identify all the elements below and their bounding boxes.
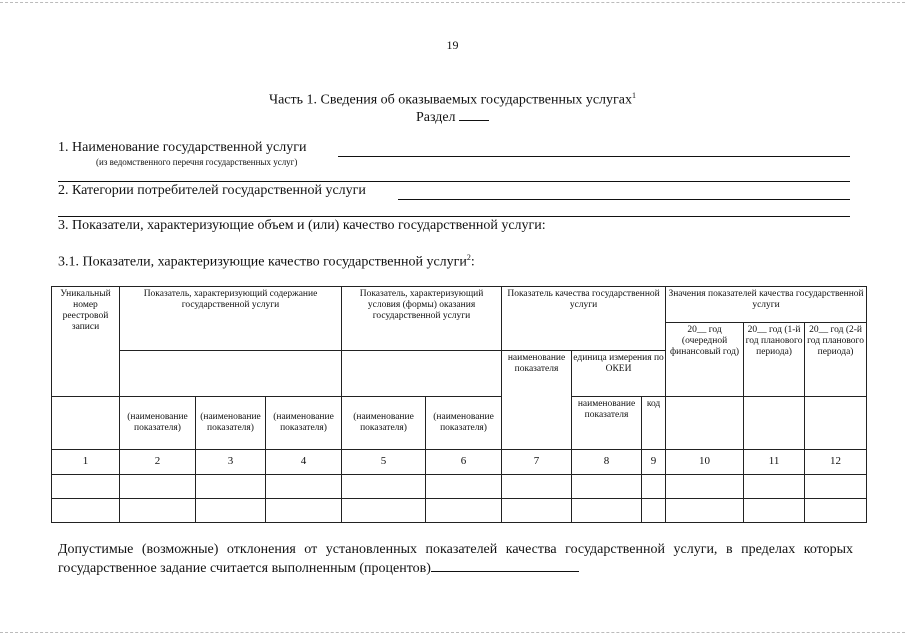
col-num-10: 10: [666, 449, 744, 474]
conditions-sub-name-1: (наименование показателя): [342, 397, 426, 449]
table-cell: [120, 498, 196, 522]
header-quality-indicator: Показатель качества государственной услуги: [502, 287, 666, 351]
column-numbers-row: [52, 449, 867, 474]
col-num-11: 11: [744, 449, 805, 474]
item1-fill-line: [338, 156, 850, 157]
content-sub-name-1: (наименование показателя): [120, 397, 196, 449]
item31-footnote: 2: [466, 253, 471, 262]
col-num-2: 2: [120, 449, 196, 474]
table-cell: [342, 474, 426, 498]
deviation-text: Допустимые (возможные) отклонения от установленных показателей качества государственной услуги, в пределах которых государственное задание считается выполненным (процентов): [58, 542, 853, 576]
page-number: 19: [446, 38, 459, 52]
content-sub-name-2: (наименование показателя): [196, 397, 266, 449]
col-num-9: 9: [642, 449, 666, 474]
table-cell: [196, 474, 266, 498]
table-cell: [426, 498, 502, 522]
header-unit: единица измерения по ОКЕИ: [572, 351, 666, 397]
year-3-sub-blank: [805, 397, 867, 449]
item2-fill-line: [398, 199, 850, 200]
table-cell: [266, 474, 342, 498]
deviation-paragraph: [58, 540, 853, 578]
table-cell: [805, 498, 867, 522]
table-cell: [52, 474, 120, 498]
conditions-subheader-blank: [342, 351, 502, 397]
col-num-5: 5: [342, 449, 426, 474]
col-num-6: 6: [426, 449, 502, 474]
item31-heading: [58, 253, 475, 271]
header-year-3: 20__ год (2-й год планового периода): [805, 323, 867, 397]
table-cell: [502, 474, 572, 498]
table-cell: [744, 498, 805, 522]
table-row: [52, 474, 867, 498]
section-label: Раздел: [415, 110, 456, 125]
conditions-sub-name-2: (наименование показателя): [426, 397, 502, 449]
col-num-1: 1: [52, 449, 120, 474]
item31-label: 3.1. Показатели, характеризующие качество государственной услуги: [58, 254, 467, 270]
scan-edge-top: [0, 2, 905, 3]
item2-extra-line: [58, 216, 850, 217]
table-cell: [502, 498, 572, 522]
table-cell: [52, 498, 120, 522]
part-title-text: Часть 1. Сведения об оказываемых государственных услугах: [268, 92, 632, 108]
table-cell: [666, 498, 744, 522]
table-row: [52, 498, 867, 522]
item31-colon: :: [470, 254, 475, 270]
item2-label: 2. Категории потребителей государственной услуги: [58, 183, 366, 198]
table-cell: [572, 498, 642, 522]
col-num-7: 7: [502, 449, 572, 474]
table-cell: [642, 498, 666, 522]
content-sub-name-3: (наименование показателя): [266, 397, 342, 449]
table-cell: [426, 474, 502, 498]
content-subheader-blank: [120, 351, 342, 397]
item1-extra-line: [58, 181, 850, 182]
header-quality-values: Значения показателей качества государственной услуги: [666, 287, 867, 323]
header-unit-code: код: [642, 397, 666, 449]
header-unique-number: Уникальный номер реестровой записи: [52, 287, 120, 397]
unique-number-sub-blank: [52, 397, 120, 449]
col-num-3: 3: [196, 449, 266, 474]
section-line: [0, 108, 905, 126]
header-content-indicator: Показатель, характеризующий содержание государственной услуги: [120, 287, 342, 351]
table-cell: [642, 474, 666, 498]
table-cell: [744, 474, 805, 498]
quality-indicators-table: [51, 286, 867, 523]
item3-label: 3. Показатели, характеризующие объем и (или) качество государственной услуги:: [58, 218, 546, 233]
item1-note: (из ведомственного перечня государственных услуг): [96, 157, 298, 167]
header-unit-name: наименование показателя: [572, 397, 642, 449]
table-cell: [266, 498, 342, 522]
deviation-fill-line: [431, 559, 579, 572]
table-cell: [805, 474, 867, 498]
table-cell: [666, 474, 744, 498]
section-blank: [459, 108, 489, 121]
header-year-2: 20__ год (1-й год планового периода): [744, 323, 805, 397]
col-num-4: 4: [266, 449, 342, 474]
table-cell: [120, 474, 196, 498]
header-year-1: 20__ год (очередной финансовый год): [666, 323, 744, 397]
part-title: [0, 91, 905, 109]
header-conditions-indicator: Показатель, характеризующий условия (формы) оказания государственной услуги: [342, 287, 502, 351]
year-1-sub-blank: [666, 397, 744, 449]
table-cell: [196, 498, 266, 522]
col-num-8: 8: [572, 449, 642, 474]
year-2-sub-blank: [744, 397, 805, 449]
title-footnote: 1: [632, 91, 636, 100]
col-num-12: 12: [805, 449, 867, 474]
scan-edge-bottom: [0, 632, 905, 633]
header-quality-name: наименование показателя: [502, 351, 572, 449]
table-cell: [572, 474, 642, 498]
table-cell: [342, 498, 426, 522]
item1-label: 1. Наименование государственной услуги: [58, 140, 307, 155]
